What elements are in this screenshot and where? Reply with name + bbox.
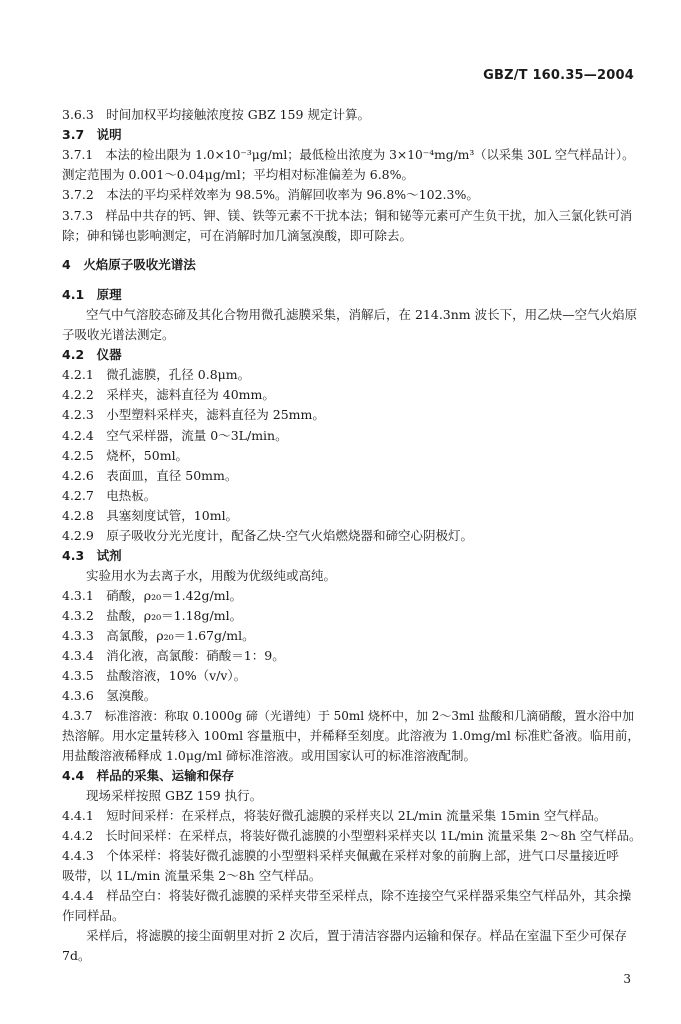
section-heading: 4.1 原理 (62, 287, 122, 302)
section-heading: 4.4 样品的采集、运输和保存 (62, 768, 235, 783)
section-line: 4.2.7 电热板。 (62, 488, 157, 503)
section-line: 除；砷和锑也影响测定，可在消解时加几滴氢溴酸，即可除去。 (62, 228, 413, 243)
section-line: 4.2.5 烧杯，50ml。 (62, 448, 189, 463)
section-line: 4.2.3 小型塑料采样夹，滤料直径为 25mm。 (62, 407, 325, 422)
section-line: 热溶解。用水定量转移入 100ml 容量瓶中，并稀释至刻度。此溶液为 1.0mg/ml 标准贮备液。临用前， (62, 728, 640, 743)
section-line: 3.6.3 时间加权平均接触浓度按 GBZ 159 规定计算。 (62, 107, 370, 122)
section-line: 吸带，以 1L/min 流量采集 2～8h 空气样品。 (62, 868, 322, 883)
paragraph-line: 现场采样按照 GBZ 159 执行。 (86, 788, 263, 803)
section-line: 用盐酸溶液稀释成 1.0μg/ml 碲标准溶液。或用国家认可的标准溶液配制。 (62, 748, 477, 763)
section-line: 4.2.2 采样夹，滤料直径为 40mm。 (62, 387, 275, 402)
section-line: 4.3.3 高氯酸，ρ₂₀＝1.67g/ml。 (62, 628, 255, 643)
section-line: 4.3.1 硝酸，ρ₂₀＝1.42g/ml。 (62, 588, 243, 603)
section-line: 4.3.5 盐酸溶液，10%（v/v）。 (62, 668, 247, 683)
section-line: 3.7.2 本法的平均采样效率为 98.5%。消解回收率为 96.8%～102.3%。 (62, 187, 479, 202)
paragraph-line: 采样后，将滤膜的接尘面朝里对折 2 次后，置于清洁容器内运输和保存。样品在室温下至少可保存 (86, 928, 627, 943)
section-line: 3.7.1 本法的检出限为 1.0×10⁻³μg/ml；最低检出浓度为 3×10⁻⁴mg/m³（以采集 30L 空气样品计）。 (62, 148, 635, 162)
section-line: 4.2.4 空气采样器，流量 0～3L/min。 (62, 428, 288, 443)
paragraph-line: 7d。 (62, 948, 91, 963)
section-line: 4.3.4 消化液，高氯酸：硝酸＝1：9。 (62, 648, 285, 663)
section-line: 4.2.9 原子吸收分光光度计，配备乙炔-空气火焰燃烧器和碲空心阴极灯。 (62, 528, 474, 543)
section-line: 3.7.3 样品中共存的钙、钾、镁、铁等元素不干扰本法；铜和铋等元素可产生负干扰，加入三氯化铁可消 (62, 209, 633, 223)
section-line: 4.3.6 氢溴酸。 (62, 688, 157, 703)
section-line: 4.4.2 长时间采样：在采样点，将装好微孔滤膜的小型塑料采样夹以 1L/min 流量采集 2～8h 空气样品。 (62, 829, 642, 843)
section-heading: 4.3 试剂 (62, 548, 122, 563)
section-line: 4.2.6 表面皿，直径 50mm。 (62, 468, 238, 483)
section-line: 4.2.1 微孔滤膜，孔径 0.8μm。 (62, 367, 251, 382)
section-line: 4.4.1 短时间采样：在采样点，将装好微孔滤膜的采样夹以 2L/min 流量采集 15min 空气样品。 (62, 808, 607, 823)
section-line: 测定范围为 0.001～0.04μg/ml；平均相对标准偏差为 6.8%。 (62, 167, 415, 182)
section-line: 4.4.4 样品空白：将装好微孔滤膜的采样夹带至采样点，除不连接空气采样器采集空气样品外，其余操 (62, 888, 632, 903)
paragraph-line: 空气中气溶胶态碲及其化合物用微孔滤膜采集，消解后，在 214.3nm 波长下，用乙炔—空气火焰原 (86, 307, 638, 322)
section-heading: 3.7 说明 (62, 127, 122, 142)
section-heading: 4.2 仪器 (62, 347, 122, 362)
document-header: GBZ/T 160.35—2004 (483, 68, 634, 83)
paragraph-line: 子吸收光谱法测定。 (62, 327, 175, 342)
page-number: 3 (623, 972, 631, 986)
chapter-heading: 4 火焰原子吸收光谱法 (62, 257, 196, 272)
section-line: 4.3.7 标准溶液：称取 0.1000g 碲（光谱纯）于 50ml 烧杯中，加 2～3ml 盐酸和几滴硝酸，置水浴中加 (62, 709, 635, 723)
section-line: 4.2.8 具塞刻度试管，10ml。 (62, 508, 239, 523)
section-line: 4.3.2 盐酸，ρ₂₀＝1.18g/ml。 (62, 608, 243, 623)
section-line: 4.4.3 个体采样：将装好微孔滤膜的小型塑料采样夹佩戴在采样对象的前胸上部，进气口尽量接近呼 (62, 848, 619, 863)
section-line: 作同样品。 (62, 908, 125, 923)
paragraph-line: 实验用水为去离子水，用酸为优级纯或高纯。 (86, 568, 337, 583)
